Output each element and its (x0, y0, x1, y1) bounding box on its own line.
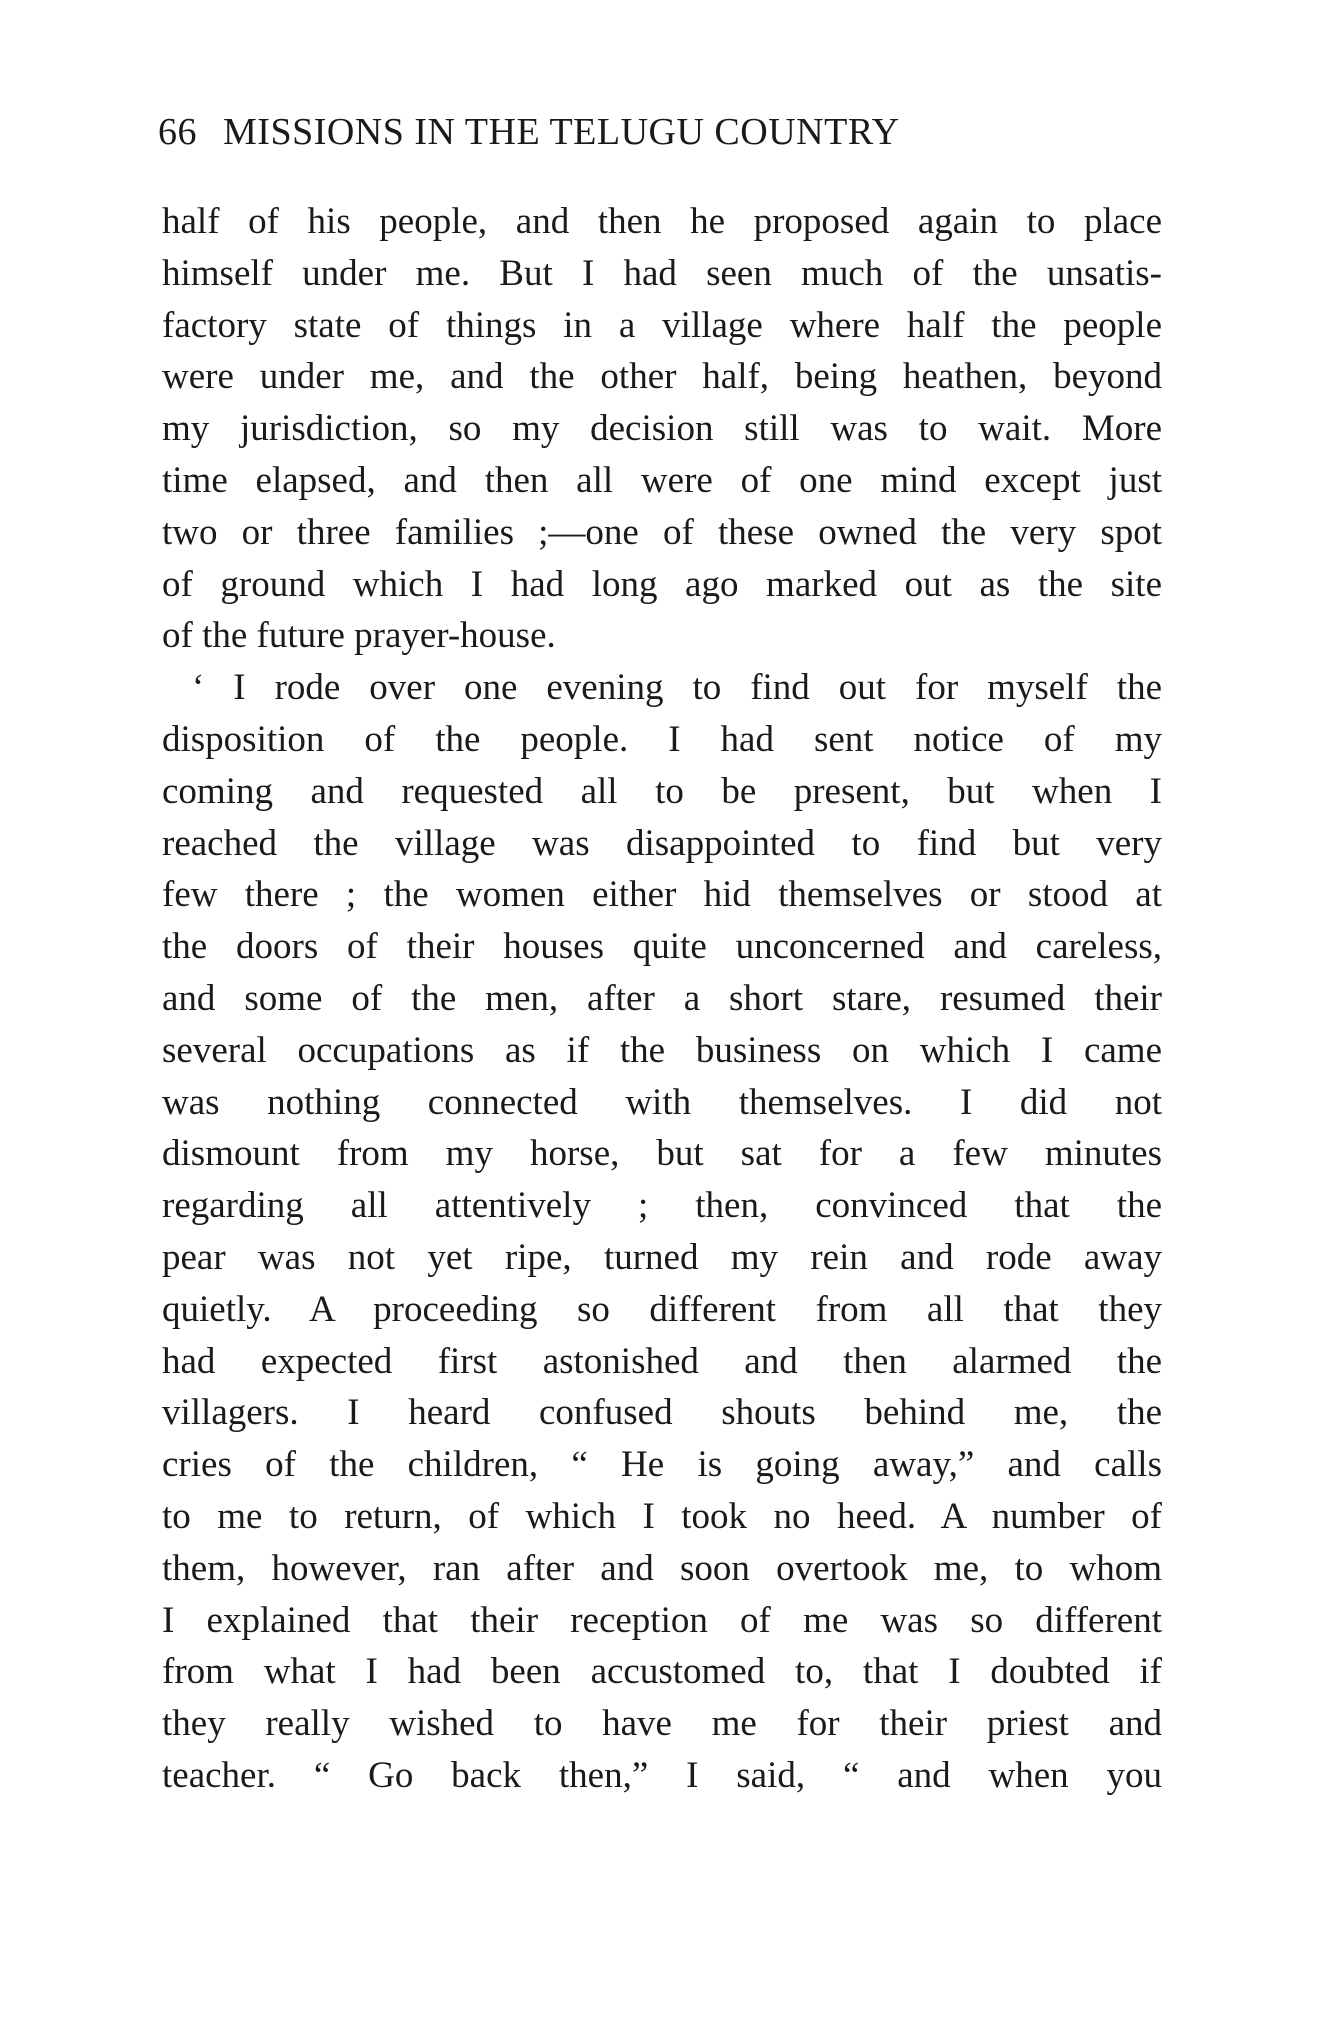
page-number: 66 (158, 111, 197, 153)
text-line: pear was not yet ripe, turned my rein and rode away (162, 1236, 1162, 1278)
text-line: villagers. I heard confused shouts behind me, the (162, 1392, 1162, 1434)
text-line: were under me, and the other half, being heathen, beyond (162, 356, 1162, 398)
text-line: they really wished to have me for their priest and (162, 1703, 1162, 1745)
text-line: dismount from my horse, but sat for a few minutes (162, 1133, 1162, 1175)
text-line: the doors of their houses quite unconcerned and careless, (162, 926, 1162, 968)
body-text (162, 196, 1162, 1802)
text-line: two or three families ;—one of these owned the very spot (162, 511, 1162, 553)
text-line: and some of the men, after a short stare, resumed their (162, 977, 1162, 1019)
text-line: to me to return, of which I took no heed. A number of (162, 1495, 1162, 1537)
text-line: teacher. “ Go back then,” I said, “ and when you (162, 1754, 1162, 1796)
text-line: ‘ I rode over one evening to find out for myself the (192, 667, 1162, 709)
text-line: time elapsed, and then all were of one mind except just (162, 459, 1162, 501)
text-line: few there ; the women either hid themselves or stood at (162, 874, 1162, 916)
text-line: my jurisdiction, so my decision still was to wait. More (162, 408, 1162, 450)
text-line: regarding all attentively ; then, convinced that the (162, 1185, 1162, 1227)
text-line: disposition of the people. I had sent notice of my (162, 718, 1162, 760)
text-line: I explained that their reception of me was so different (162, 1599, 1162, 1641)
running-header (158, 110, 1168, 154)
text-line: them, however, ran after and soon overtook me, to whom (162, 1547, 1162, 1589)
text-line: half of his people, and then he proposed again to place (162, 201, 1162, 242)
text-line: of the future prayer-house. (162, 615, 556, 657)
text-line: factory state of things in a village where half the people (162, 304, 1162, 346)
text-line: quietly. A proceeding so different from all that they (162, 1288, 1162, 1330)
running-title: MISSIONS IN THE TELUGU COUNTRY (223, 111, 900, 153)
text-line: several occupations as if the business on which I came (162, 1029, 1162, 1071)
text-line: cries of the children, “ He is going away,” and calls (162, 1444, 1162, 1486)
text-line: of ground which I had long ago marked out as the site (162, 563, 1162, 605)
text-line: coming and requested all to be present, but when I (162, 770, 1162, 812)
text-line: was nothing connected with themselves. I did not (162, 1081, 1162, 1123)
text-line: himself under me. But I had seen much of the unsatis- (162, 252, 1162, 294)
text-line: had expected first astonished and then alarmed the (162, 1340, 1162, 1382)
text-line: from what I had been accustomed to, that I doubted if (162, 1651, 1162, 1693)
paragraph-1 (162, 196, 1162, 662)
text-line: reached the village was disappointed to find but very (162, 822, 1162, 864)
paragraph-2 (162, 662, 1162, 1802)
